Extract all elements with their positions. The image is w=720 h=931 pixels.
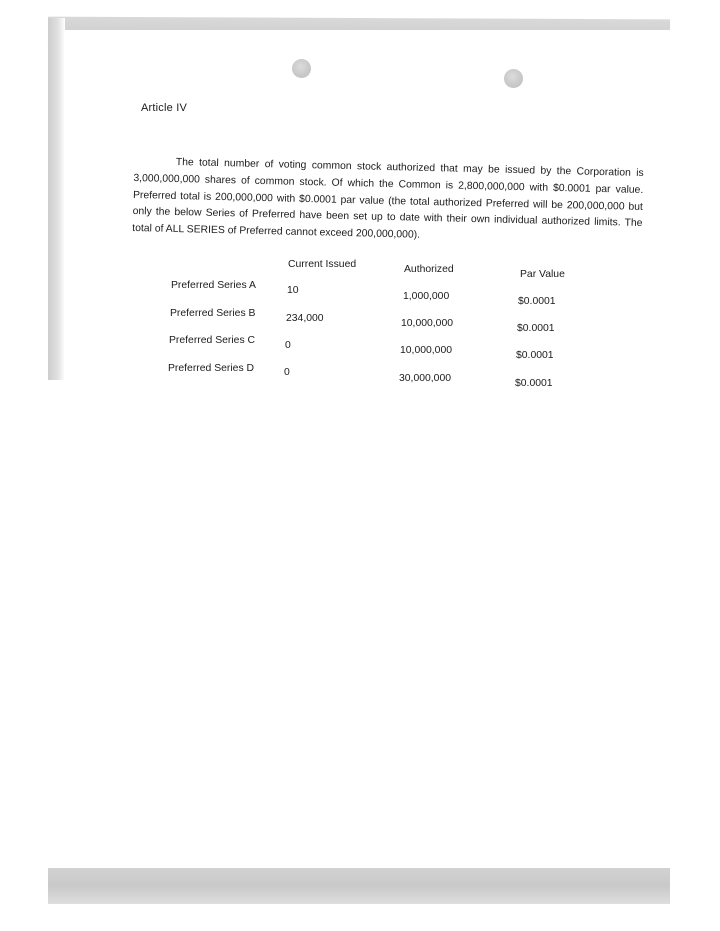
scan-edge-left — [48, 18, 65, 380]
row-authorized: 10,000,000 — [400, 345, 453, 356]
row-authorized: 1,000,000 — [403, 291, 450, 302]
punch-hole-left — [292, 59, 311, 78]
row-series-label: Preferred Series C — [169, 335, 256, 346]
article-body — [132, 154, 644, 250]
header-current-issued: Current Issued — [288, 259, 357, 270]
article-paragraph: The total number of voting common stock authorized that may be issued by the Corporation is 3,000,000,000 shares of common stock. Of which the Common is 2,800,000,000 with $0.0001 par value. Preferred total is 200,000,000 with $0.0001 par value (the total authorized Preferred will be 200,000,000 but only the below Series of Preferred have been set up to date with their own individual authorized limits. The total of ALL SERIES of Preferred cannot exceed 200,000,000). — [132, 156, 644, 241]
punch-hole-right — [504, 69, 523, 88]
header-authorized: Authorized — [404, 264, 454, 275]
row-par-value: $0.0001 — [515, 378, 553, 389]
row-par-value: $0.0001 — [517, 323, 555, 334]
row-series-label: Preferred Series A — [171, 280, 256, 291]
row-current-issued: 0 — [284, 367, 290, 378]
row-authorized: 10,000,000 — [401, 318, 454, 329]
row-par-value: $0.0001 — [518, 296, 556, 307]
header-par-value: Par Value — [520, 269, 565, 280]
row-current-issued: 234,000 — [286, 313, 324, 324]
row-current-issued: 0 — [285, 340, 291, 351]
row-current-issued: 10 — [287, 285, 299, 296]
row-par-value: $0.0001 — [516, 350, 554, 361]
scan-edge-bottom — [48, 868, 670, 904]
row-series-label: Preferred Series B — [170, 308, 256, 319]
row-series-label: Preferred Series D — [168, 363, 255, 374]
article-heading: Article IV — [141, 102, 188, 114]
row-authorized: 30,000,000 — [399, 373, 452, 384]
